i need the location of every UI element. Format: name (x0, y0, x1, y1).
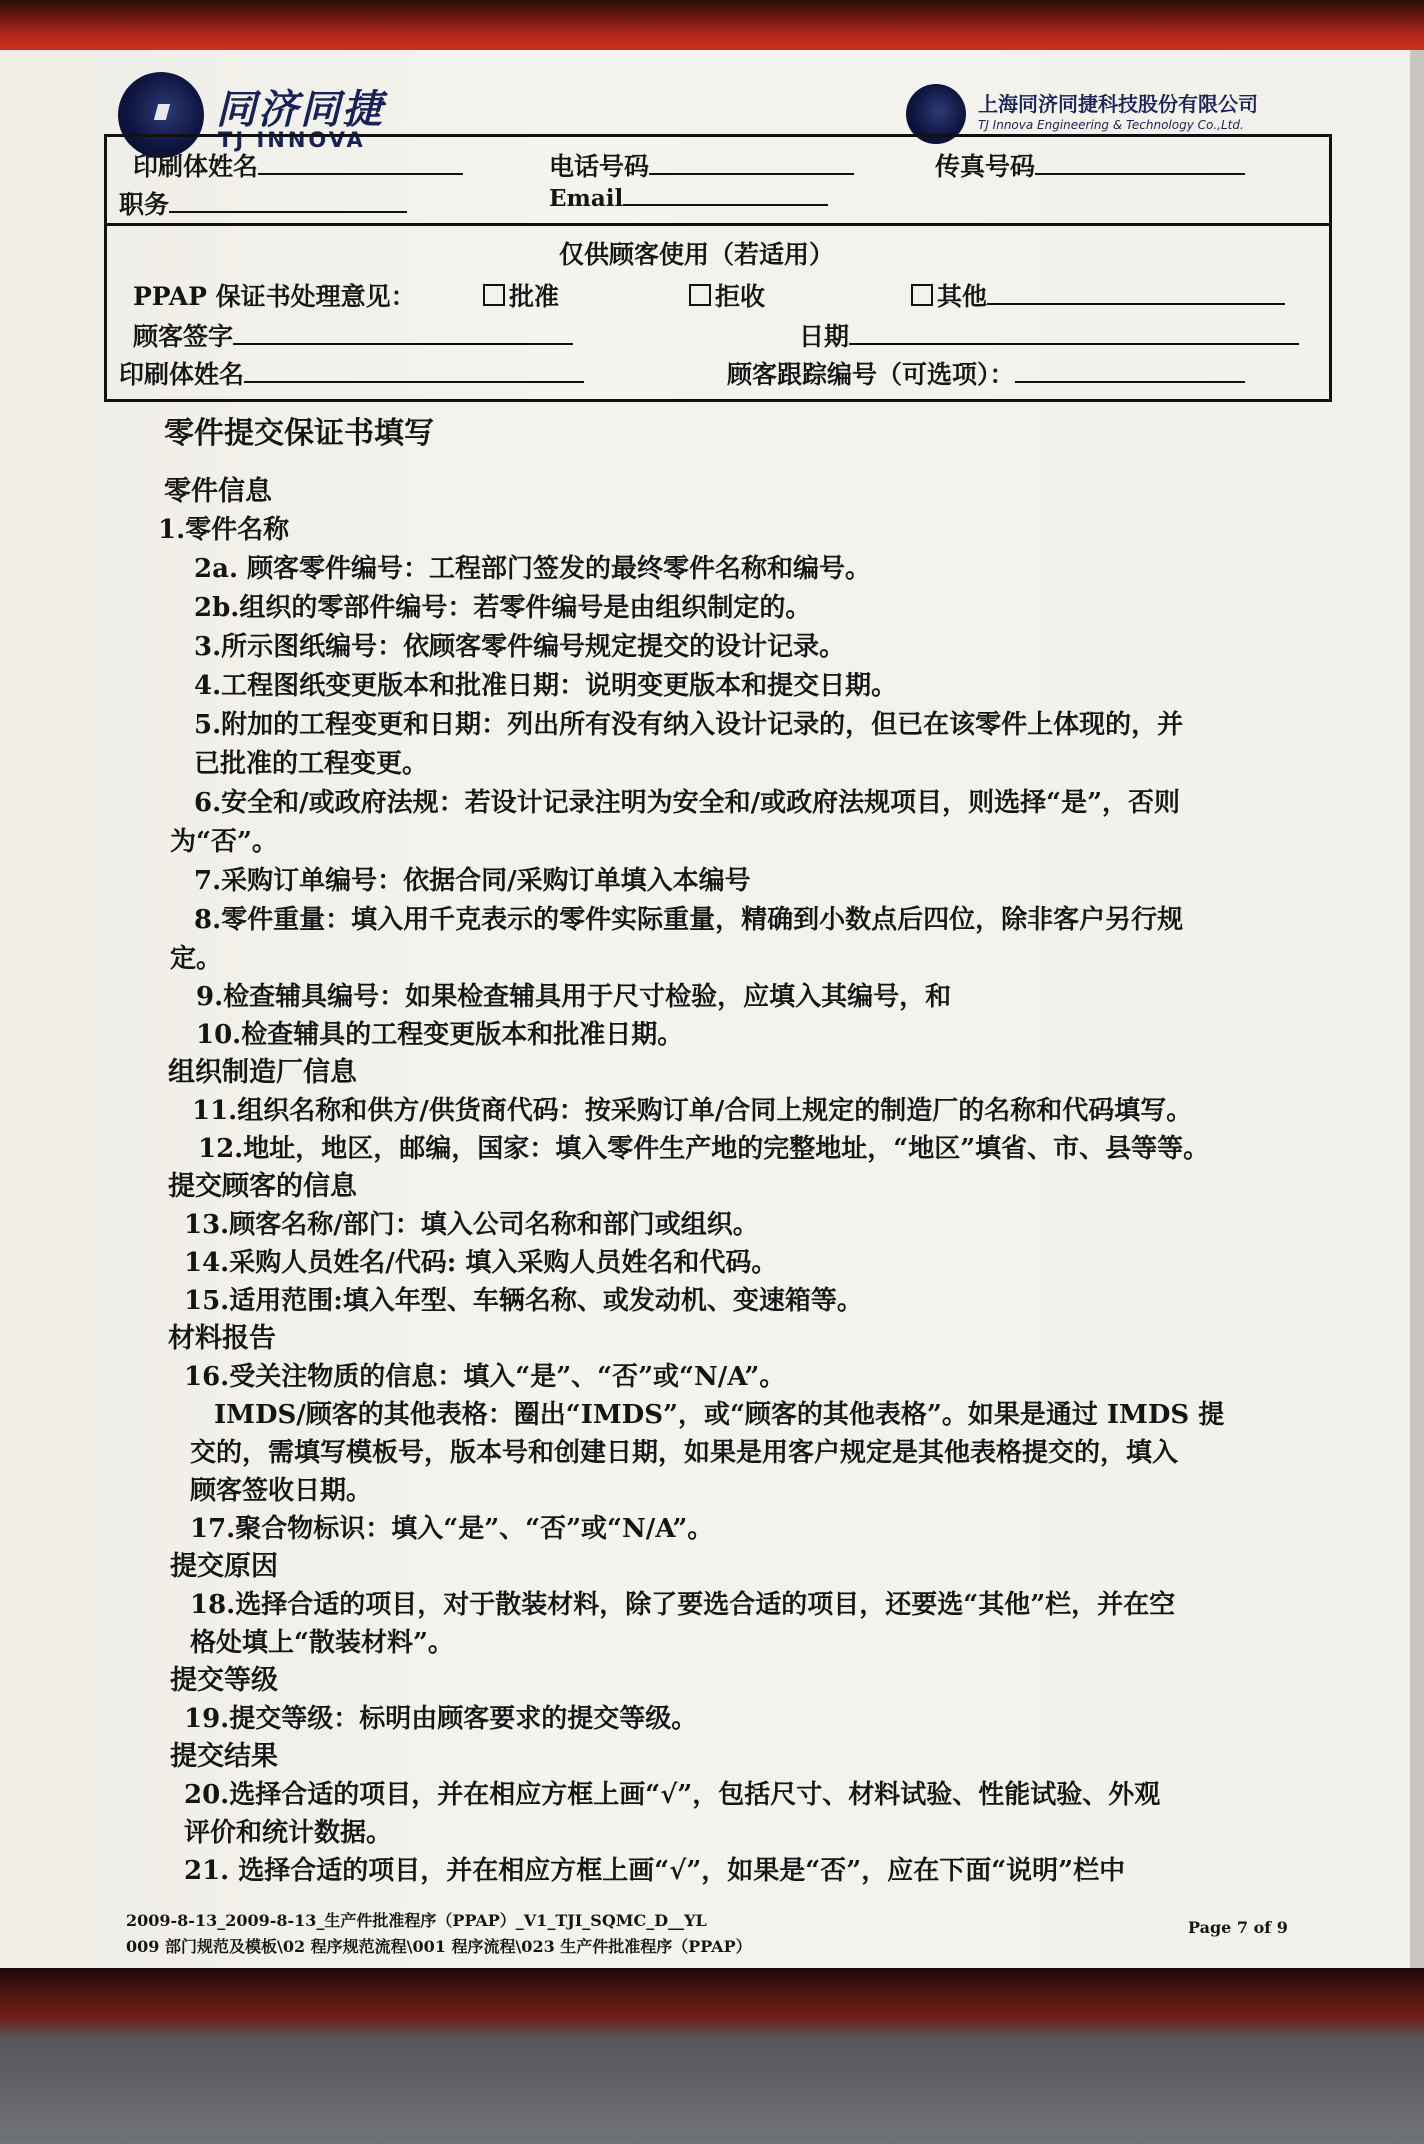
paper-edge (1410, 50, 1424, 1968)
logo-english-name: TJ INNOVA (218, 128, 366, 152)
date-field (799, 317, 1299, 353)
other-checkbox[interactable] (911, 277, 1285, 313)
checkbox-icon (689, 284, 711, 306)
instruction-line: 12.地址，地区，邮编，国家：填入零件生产地的完整地址，“地区”填省、市、县等等。 (198, 1134, 1210, 1164)
fax-field (935, 147, 1245, 183)
tracking-number-label: 顾客跟踪编号（可选项）： (727, 360, 1015, 389)
instruction-line: 21. 选择合适的项目，并在相应方框上画“√”，如果是“否”，应在下面“说明”栏中 (184, 1856, 1126, 1886)
footer-page-number: Page 7 of 9 (1188, 1918, 1288, 1937)
section-heading: 提交顾客的信息 (168, 1171, 357, 1202)
customer-signature-field (133, 317, 573, 353)
print-name-label-2: 印刷体姓名 (119, 360, 245, 389)
section-heading: 提交等级 (170, 1665, 278, 1696)
section-heading: 提交结果 (170, 1741, 278, 1772)
print-name-field-2 (119, 355, 584, 391)
section-heading: 组织制造厂信息 (168, 1057, 357, 1088)
position-field (119, 185, 407, 221)
other-label: 其他 (937, 282, 988, 311)
tracking-number-field (727, 355, 1245, 391)
instruction-line: 6.安全和/或政府法规：若设计记录注明为安全和/或政府法规项目，则选择“是”，否则 (194, 788, 1181, 818)
instruction-line: 2a. 顾客零件编号：工程部门签发的最终零件名称和编号。 (194, 554, 872, 584)
footer-file-path: 009 部门规范及模板\02 程序规范流程\001 程序流程\023 生产件批准程序（PPAP） (126, 1937, 752, 1956)
instruction-line: 19.提交等级：标明由顾客要求的提交等级。 (184, 1704, 698, 1734)
section-heading: 材料报告 (168, 1323, 276, 1354)
top-background-band (0, 0, 1424, 50)
approved-label: 批准 (509, 282, 560, 311)
email-label: Email (549, 185, 624, 212)
instruction-line: 14.采购人员姓名/代码: 填入采购人员姓名和代码。 (184, 1248, 778, 1278)
ppap-disposition-label: PPAP 保证书处理意见： (133, 282, 416, 311)
checkbox-icon (911, 284, 933, 306)
instruction-line: 20.选择合适的项目，并在相应方框上画“√”，包括尺寸、材料试验、性能试验、外观 (184, 1780, 1161, 1810)
instruction-line: 1.零件名称 (158, 515, 290, 545)
instruction-line: 9.检查辅具编号：如果检查辅具用于尺寸检验，应填入其编号，和 (196, 982, 952, 1012)
instruction-line: 已批准的工程变更。 (194, 749, 429, 779)
instruction-line: 定。 (170, 944, 223, 974)
instruction-line: 顾客签收日期。 (190, 1476, 373, 1506)
instruction-line: 8.零件重量：填入用千克表示的零件实际重量，精确到小数点后四位，除非客户另行规 (194, 905, 1184, 935)
instruction-line: 10.检查辅具的工程变更版本和批准日期。 (196, 1020, 684, 1050)
instruction-line: 7.采购订单编号：依据合同/采购订单填入本编号 (194, 866, 751, 896)
instruction-line: 3.所示图纸编号：依顾客零件编号规定提交的设计记录。 (194, 632, 846, 662)
logo-chinese-name: 同济同捷 (216, 87, 384, 133)
customer-signature-label: 顾客签字 (133, 322, 234, 351)
email-field (549, 185, 828, 212)
footer-document-id: 2009-8-13_2009-8-13_生产件批准程序（PPAP）_V1_TJI_SQMC_D__YL (126, 1911, 707, 1930)
checkbox-icon (483, 284, 505, 306)
customer-use-heading: 仅供顾客使用（若适用） (559, 240, 835, 269)
logo-company-chinese: 上海同济同捷科技股份有限公司 (978, 92, 1258, 116)
print-name-label: 印刷体姓名 (133, 152, 259, 181)
instruction-line: 11.组织名称和供方/供货商代码：按采购订单/合同上规定的制造厂的名称和代码填写。 (192, 1096, 1193, 1126)
logo-company-english: TJ Innova Engineering & Technology Co.,Ltd. (978, 118, 1244, 132)
instruction-line: 13.顾客名称/部门：填入公司名称和部门或组织。 (184, 1210, 759, 1240)
instruction-line: 5.附加的工程变更和日期：列出所有没有纳入设计记录的，但已在该零件上体现的，并 (194, 710, 1184, 740)
instruction-line: 15.适用范围:填入年型、车辆名称、或发动机、变速箱等。 (184, 1286, 863, 1316)
section-heading: 零件信息 (164, 476, 272, 507)
document-title: 零件提交保证书填写 (164, 416, 434, 451)
instruction-line: 16.受关注物质的信息：填入“是”、“否”或“N/A”。 (184, 1362, 786, 1392)
phone-label: 电话号码 (549, 152, 650, 181)
section-heading: 提交原因 (170, 1551, 278, 1582)
rejected-label: 拒收 (715, 282, 766, 311)
date-label: 日期 (799, 322, 850, 351)
approved-checkbox[interactable] (483, 277, 559, 313)
bottom-background-band (0, 1968, 1424, 2144)
instruction-line: IMDS/顾客的其他表格：圈出“IMDS”，或“顾客的其他表格”。如果是通过 IMDS 提 (214, 1400, 1225, 1430)
position-label: 职务 (119, 190, 170, 219)
print-name-field (133, 147, 463, 183)
instruction-line: 评价和统计数据。 (184, 1818, 393, 1848)
instruction-line: 18.选择合适的项目，对于散装材料，除了要选合适的项目，还要选“其他”栏，并在空 (190, 1590, 1176, 1620)
instruction-line: 2b.组织的零部件编号：若零件编号是由组织制定的。 (194, 593, 812, 623)
approval-form-box (104, 134, 1332, 402)
phone-field (549, 147, 854, 183)
instruction-line: 格处填上“散装材料”。 (190, 1628, 454, 1658)
instruction-line: 17.聚合物标识：填入“是”、“否”或“N/A”。 (190, 1514, 714, 1544)
instruction-line: 交的，需填写模板号，版本号和创建日期，如果是用客户规定是其他表格提交的，填入 (190, 1438, 1179, 1468)
form-divider (107, 223, 1329, 226)
instruction-line: 为“否”。 (170, 827, 278, 857)
document-page (0, 50, 1410, 1968)
rejected-checkbox[interactable] (689, 277, 765, 313)
instruction-line: 4.工程图纸变更版本和批准日期：说明变更版本和提交日期。 (194, 671, 898, 701)
fax-label: 传真号码 (935, 152, 1036, 181)
